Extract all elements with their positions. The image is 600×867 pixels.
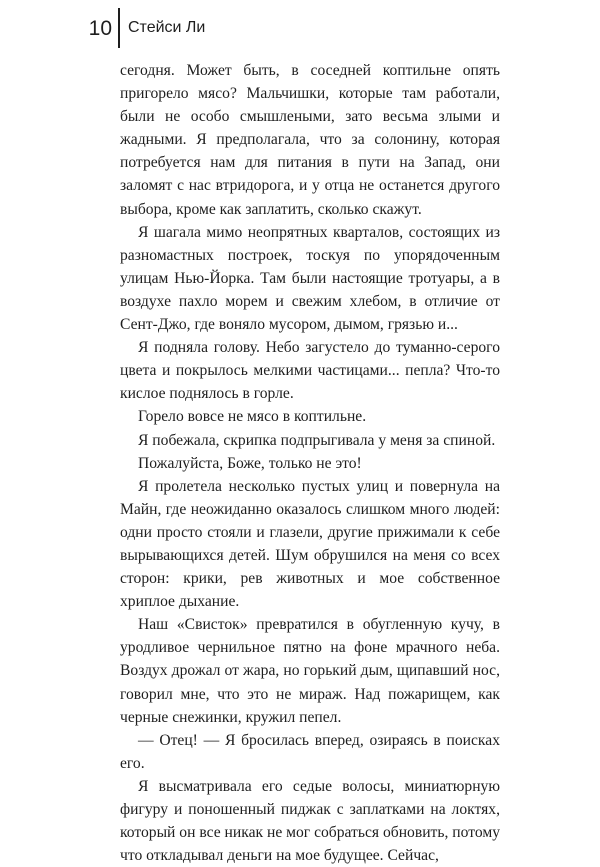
paragraph: Пожалуйста, Боже, только не это!	[138, 454, 362, 472]
paragraph: Я подняла голову. Небо загустело до туманно-серого цвета и покрылось мелкими частицами... пепла? Что-то кислое поднялось в горле.	[120, 339, 500, 403]
author-name: Стейси Ли	[128, 19, 206, 36]
header-divider	[118, 8, 120, 48]
paragraph: Я побежала, скрипка подпрыгивала у меня за спиной.	[138, 431, 496, 449]
page-number: 10	[88, 16, 112, 40]
paragraph: сегодня. Может быть, в соседней коптильне опять пригорело мясо? Мальчишки, которые там работали, были не особо смышлеными, зато весьма злыми и жадными. Я предполагала, что за солонину, которая потребуется нам для питания в пути на Запад, они заломят с нас втридорога, и у отца не останется другого выбора, кроме как заплатить, сколько скажут.	[120, 62, 500, 218]
paragraph: Я высматривала его седые волосы, миниатюрную фигуру и поношенный пиджак с заплатками на локтях, который он все никак не мог собраться обновить, потому что откладывал деньги на мое будущее. Сейчас,	[120, 777, 500, 865]
paragraph: Горело вовсе не мясо в коптильне.	[138, 408, 367, 426]
paragraph: — Отец! — Я бросилась вперед, озираясь в поисках его.	[120, 731, 500, 772]
running-header	[76, 8, 205, 48]
paragraph: Я пролетела несколько пустых улиц и повернула на Майн, где неожиданно оказалось слишком много людей: одни просто стояли и глазели, другие прижимали к себе вырывающихся детей. Шум обрушился на меня со всех сторон: крики, рев животных и мое собственное хриплое дыхание.	[120, 477, 500, 611]
body-text	[120, 59, 500, 867]
paragraph: Я шагала мимо неопрятных кварталов, состоящих из разномастных построек, тоскуя по упорядоченным улицам Нью-Йорка. Там были настоящие тротуары, а в воздухе пахло морем и свежим хлебом, в отличие от Сент-Джо, где воняло мусором, дымом, грязью и...	[120, 223, 500, 334]
paragraph: Наш «Свисток» превратился в обугленную кучу, в уродливое чернильное пятно на фоне мрачного неба. Воздух дрожал от жара, но горький дым, щипавший нос, говорил мне, что это не мираж. Над пожарищем, как черные снежинки, кружил пепел.	[120, 616, 500, 726]
